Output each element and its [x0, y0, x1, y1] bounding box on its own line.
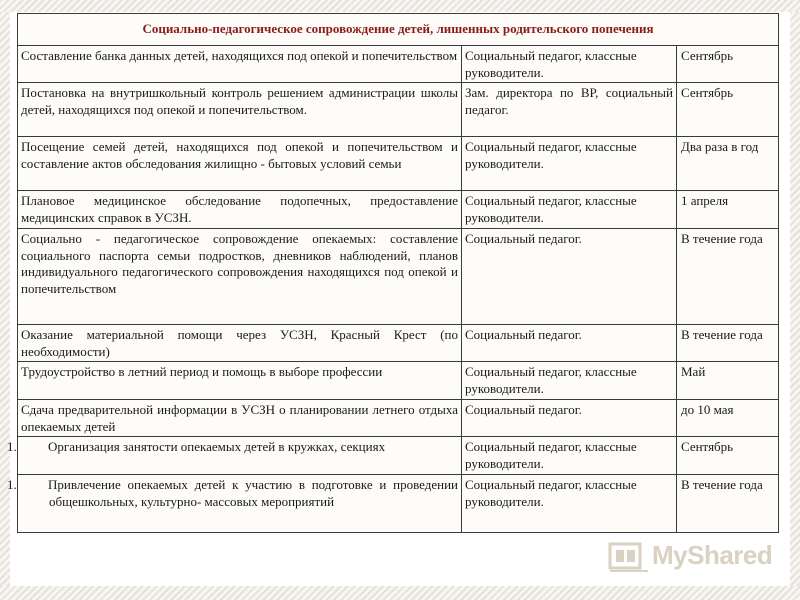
responsible-cell: Социальный педагог, классные руководители. [462, 137, 677, 191]
responsible-cell: Социальный педагог. [462, 325, 677, 362]
period-cell: В течение года [677, 229, 779, 325]
responsible-cell: Социальный педагог, классные руководители. [462, 191, 677, 229]
activity-cell: Оказание материальной помощи через УСЗН, Красный Крест (по необходимости) [18, 325, 462, 362]
activity-text: Организация занятости опекаемых детей в кружках, секциях [48, 439, 386, 454]
period-cell: Сентябрь [677, 46, 779, 83]
period-cell: Май [677, 362, 779, 400]
responsible-cell: Социальный педагог. [462, 400, 677, 437]
table-title: Социально-педагогическое сопровождение детей, лишенных родительского попечения [18, 14, 779, 46]
period-cell: Сентябрь [677, 83, 779, 137]
list-number: 1. [7, 439, 17, 454]
activity-text: Привлечение опекаемых детей к участию в подготовке и проведении общешкольных, культурно- массовых мероприятий [48, 477, 458, 509]
table-row [18, 137, 779, 191]
period-cell: Два раза в год [677, 137, 779, 191]
activity-cell [7, 475, 462, 533]
activity-cell: Плановое медицинское обследование подопечных, предоставление медицинских справок в УСЗН. [18, 191, 462, 229]
activity-cell: Социально - педагогическое сопровождение опекаемых: составление социального паспорта семьи подростков, дневников наблюдений, планов индивидуального педагогического сопровождения находящихся под опекой и попечительством [18, 229, 462, 325]
activity-cell: Сдача предварительной информации в УСЗН о планировании летнего отдыха опекаемых детей [18, 400, 462, 437]
table-row [18, 362, 779, 400]
table-row [18, 229, 779, 325]
period-cell: В течение года [677, 325, 779, 362]
period-cell: 1 апреля [677, 191, 779, 229]
table-row [18, 437, 779, 475]
table-row [18, 83, 779, 137]
decorative-frame-left [0, 12, 10, 586]
table-row [18, 46, 779, 83]
period-cell: В течение года [677, 475, 779, 533]
watermark-text: MyShared [652, 540, 773, 570]
table-row [18, 325, 779, 362]
decorative-frame-right [790, 12, 800, 586]
activity-cell: Трудоустройство в летний период и помощь в выборе профессии [18, 362, 462, 400]
period-cell: Сентябрь [677, 437, 779, 475]
responsible-cell: Социальный педагог. [462, 229, 677, 325]
period-cell: до 10 мая [677, 400, 779, 437]
activity-cell: Составление банка данных детей, находящихся под опекой и попечительством [18, 46, 462, 83]
responsible-cell: Социальный педагог, классные руководители. [462, 437, 677, 475]
table-row [18, 475, 779, 533]
table-header-row [18, 14, 779, 46]
plan-table [7, 13, 779, 533]
activity-cell: Постановка на внутришкольный контроль решением администрации школы детей, находящихся под опекой и попечительством. [18, 83, 462, 137]
activity-cell: Посещение семей детей, находящихся под опекой и попечительством и составление актов обследования жилищно - бытовых условий семьи [18, 137, 462, 191]
table-row [18, 191, 779, 229]
responsible-cell: Зам. директора по ВР, социальный педагог. [462, 83, 677, 137]
activity-cell [7, 437, 462, 475]
decorative-frame-bottom [0, 586, 800, 600]
table-row [18, 400, 779, 437]
responsible-cell: Социальный педагог, классные руководители. [462, 362, 677, 400]
responsible-cell: Социальный педагог, классные руководители. [462, 46, 677, 83]
responsible-cell: Социальный педагог, классные руководители. [462, 475, 677, 533]
decorative-frame-top [0, 0, 800, 12]
list-number: 1. [7, 477, 17, 492]
